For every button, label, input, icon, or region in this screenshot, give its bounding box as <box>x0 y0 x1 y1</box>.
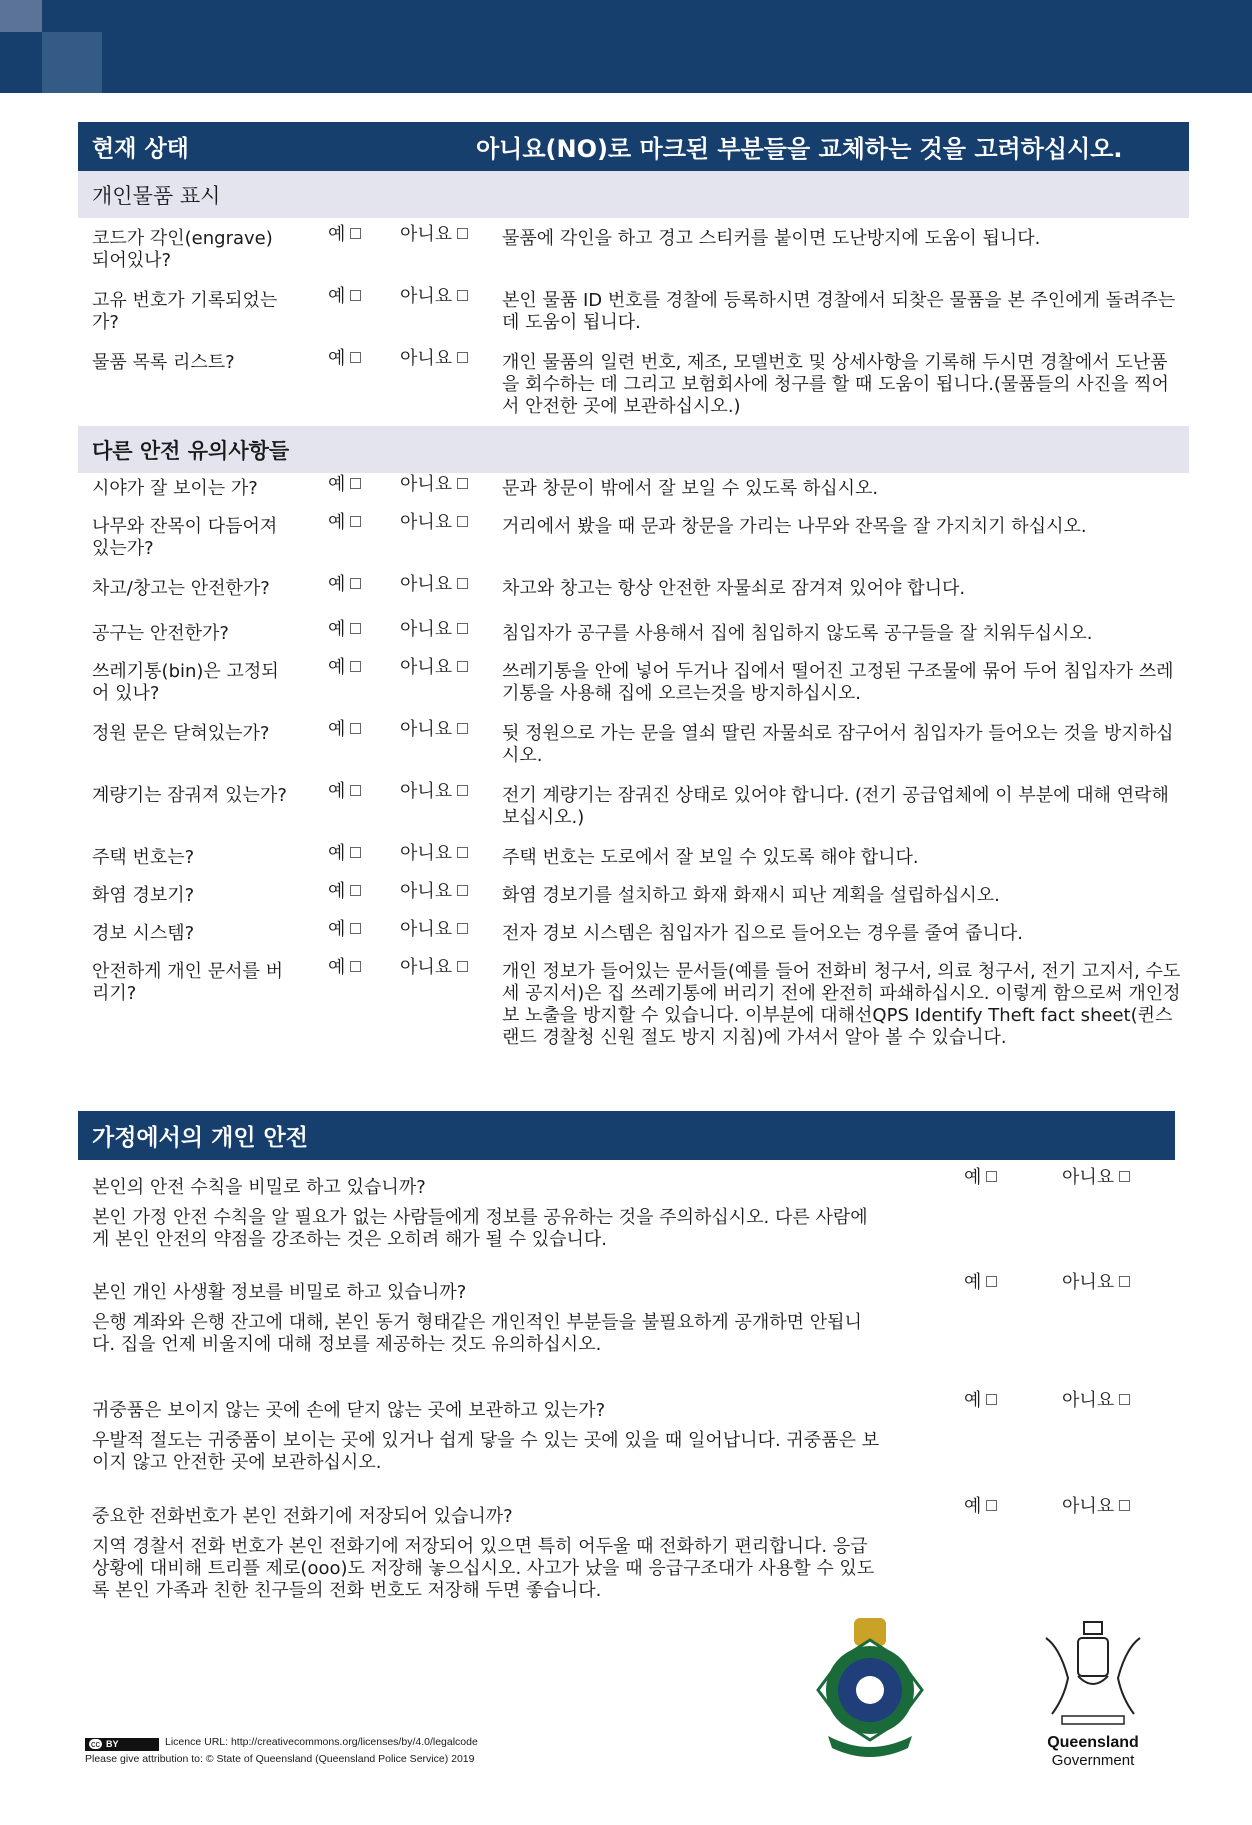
safety-question: 중요한 전화번호가 본인 전화기에 저장되어 있습니까? <box>92 1506 513 1527</box>
yes-checkbox[interactable] <box>986 1276 997 1287</box>
yes-option[interactable] <box>328 286 361 308</box>
yes-option[interactable] <box>328 224 361 246</box>
advice: 차고와 창고는 항상 안전한 자물쇠로 잠겨져 있어야 합니다. <box>502 578 966 599</box>
yes-label: 예 <box>328 286 346 307</box>
yes-checkbox[interactable] <box>350 723 361 734</box>
yes-label: 예 <box>328 657 346 678</box>
no-checkbox[interactable] <box>457 623 468 634</box>
question: 계량기는 잠궈져 있는가? <box>92 785 287 806</box>
queensland-police-logo <box>810 1618 930 1760</box>
yes-checkbox[interactable] <box>350 290 361 301</box>
no-label: 아니요 <box>400 957 453 978</box>
no-option[interactable] <box>400 348 468 370</box>
yes-label: 예 <box>328 919 346 940</box>
no-label: 아니요 <box>400 619 453 640</box>
no-checkbox[interactable] <box>457 785 468 796</box>
yes-option[interactable] <box>328 348 361 370</box>
no-label: 아니요 <box>400 919 453 940</box>
yes-option[interactable] <box>964 1390 997 1412</box>
yes-option[interactable] <box>328 657 361 679</box>
safety-question-block <box>92 1272 1172 1356</box>
advice: 본인 물품 ID 번호를 경찰에 등록하시면 경찰에서 되찾은 물품을 본 주인에게 돌려주는 데 도움이 됩니다. <box>502 290 1176 333</box>
advice: 전기 계량기는 잠궈진 상태로 있어야 합니다. (전기 공급업체에 이 부분에 대해 연락해 보십시오.) <box>502 785 1169 828</box>
advice: 거리에서 봤을 때 문과 창문을 가리는 나무와 잔목을 잘 가지치기 하십시오. <box>502 516 1087 537</box>
yes-label: 예 <box>964 1496 982 1517</box>
no-checkbox[interactable] <box>1119 1394 1130 1405</box>
advice: 문과 창문이 밖에서 잘 보일 수 있도록 하십시오. <box>502 478 879 499</box>
question: 쓰레기통(bin)은 고정되어 있나? <box>92 661 279 704</box>
yes-option[interactable] <box>328 957 361 979</box>
no-label: 아니요 <box>400 474 453 495</box>
top-banner <box>0 0 1252 93</box>
gov-line-2: Government <box>1051 1752 1135 1769</box>
no-option[interactable] <box>400 657 468 679</box>
question: 공구는 안전한가? <box>92 623 229 644</box>
no-checkbox[interactable] <box>457 885 468 896</box>
safety-description: 은행 계좌와 은행 잔고에 대해, 본인 동거 형태같은 개인적인 부분들을 불필요하게 공개하면 안됩니다. 집을 언제 비울지에 대해 정보를 제공하는 것도 유의하십시오. <box>92 1312 862 1355</box>
no-label: 아니요 <box>1062 1390 1115 1411</box>
no-option[interactable] <box>1062 1496 1130 1518</box>
no-label: 아니요 <box>400 881 453 902</box>
advice: 화염 경보기를 설치하고 화재 화재시 피난 계획을 설립하십시오. <box>502 885 1000 906</box>
no-label: 아니요 <box>400 574 453 595</box>
safety-question: 본인 개인 사생활 정보를 비밀로 하고 있습니까? <box>92 1282 467 1303</box>
footer <box>85 1734 478 1767</box>
yes-option[interactable] <box>328 719 361 741</box>
no-checkbox[interactable] <box>457 516 468 527</box>
advice: 물품에 각인을 하고 경고 스티커를 붙이면 도난방지에 도움이 됩니다. <box>502 228 1041 249</box>
no-label: 아니요 <box>400 286 453 307</box>
no-label: 아니요 <box>400 781 453 802</box>
yes-checkbox[interactable] <box>350 847 361 858</box>
advice: 침입자가 공구를 사용해서 집에 침입하지 않도록 공구들을 잘 치워두십시오. <box>502 623 1093 644</box>
yes-checkbox[interactable] <box>350 785 361 796</box>
safety-description: 지역 경찰서 전화 번호가 본인 전화기에 저장되어 있으면 특히 어두울 때 전화하기 편리합니다. 응급상황에 대비해 트리플 제로(ooo)도 저장해 놓으십시오. 사고가 났을 때 응급구조대가 사용할 수 있도록 본인 가족과 친한 친구들의 전화 번호도 저장해 두면 좋습니다. <box>92 1536 875 1601</box>
yes-checkbox[interactable] <box>986 1394 997 1405</box>
subheader-other-safety: 다른 안전 유의사항들 <box>78 426 1189 473</box>
safety-question: 본인의 안전 수칙을 비밀로 하고 있습니까? <box>92 1177 426 1198</box>
no-checkbox[interactable] <box>457 923 468 934</box>
current-status-section <box>78 122 1189 428</box>
no-checkbox[interactable] <box>457 478 468 489</box>
no-option[interactable] <box>1062 1390 1130 1412</box>
no-checkbox[interactable] <box>457 228 468 239</box>
no-option[interactable] <box>1062 1272 1130 1294</box>
other-safety-section <box>78 426 1189 1113</box>
yes-label: 예 <box>328 719 346 740</box>
queensland-government-logo <box>1033 1618 1153 1768</box>
no-option[interactable] <box>400 224 468 246</box>
yes-option[interactable] <box>328 619 361 641</box>
advice: 뒷 정원으로 가는 문을 열쇠 딸린 자물쇠로 잠구어서 침입자가 들어오는 것을 방지하십시오. <box>502 723 1174 766</box>
checklist-group-1 <box>78 218 1189 428</box>
cc-icon: cc <box>91 1739 100 1749</box>
safety-description: 본인 가정 안전 수칙을 알 필요가 없는 사람들에게 정보를 공유하는 것을 주의하십시오. 다른 사람에게 본인 안전의 약점을 강조하는 것은 오히려 해가 될 수 있습니다. <box>92 1207 868 1250</box>
yes-option[interactable] <box>328 881 361 903</box>
no-label: 아니요 <box>400 843 453 864</box>
yes-option[interactable] <box>328 919 361 941</box>
safety-description: 우발적 절도는 귀중품이 보이는 곳에 있거나 쉽게 닿을 수 있는 곳에 있을 때 일어납니다. 귀중품은 보이지 않고 안전한 곳에 보관하십시오. <box>92 1430 880 1473</box>
yes-checkbox[interactable] <box>350 228 361 239</box>
question: 코드가 각인(engrave) 되어있나? <box>92 228 273 271</box>
no-label: 아니요 <box>400 719 453 740</box>
no-label: 아니요 <box>1062 1496 1115 1517</box>
advice: 개인 물품의 일련 번호, 제조, 모델번호 및 상세사항을 기록해 두시면 경찰에서 도난품을 회수하는 데 그리고 보험회사에 청구를 할 때 도움이 됩니다.(물품들의 사진을 찍어서 안전한 곳에 보관하십시오.) <box>502 352 1169 417</box>
yes-checkbox[interactable] <box>350 885 361 896</box>
no-label: 아니요 <box>400 348 453 369</box>
yes-label: 예 <box>328 574 346 595</box>
no-checkbox[interactable] <box>1119 1276 1130 1287</box>
no-label: 아니요 <box>400 224 453 245</box>
coat-of-arms-icon <box>1038 1618 1148 1730</box>
section-title-2: 가정에서의 개인 안전 <box>92 1125 308 1151</box>
yes-label: 예 <box>328 881 346 902</box>
yes-checkbox[interactable] <box>350 923 361 934</box>
yes-label: 예 <box>328 957 346 978</box>
yes-option[interactable] <box>328 574 361 596</box>
yes-label: 예 <box>328 781 346 802</box>
section-header <box>78 122 1189 171</box>
no-option[interactable] <box>400 619 468 641</box>
banner-square-mid <box>42 32 102 93</box>
yes-option[interactable] <box>328 843 361 865</box>
yes-checkbox[interactable] <box>350 516 361 527</box>
yes-checkbox[interactable] <box>350 478 361 489</box>
yes-option[interactable] <box>964 1272 997 1294</box>
checklist-group-2 <box>78 473 1189 1113</box>
yes-checkbox[interactable] <box>350 352 361 363</box>
question: 나무와 잔목이 다듬어져 있는가? <box>92 516 278 559</box>
safety-question-block <box>92 1167 1172 1251</box>
yes-label: 예 <box>328 224 346 245</box>
gov-line-1: Queensland <box>1047 1734 1139 1751</box>
section-title: 현재 상태 <box>92 136 189 162</box>
no-checkbox[interactable] <box>457 290 468 301</box>
yes-label: 예 <box>328 843 346 864</box>
cc-label: BY <box>106 1739 119 1749</box>
question: 고유 번호가 기록되었는가? <box>92 290 278 333</box>
question: 안전하게 개인 문서를 버리기? <box>92 961 284 1004</box>
no-checkbox[interactable] <box>457 352 468 363</box>
advice: 주택 번호는 도로에서 잘 보일 수 있도록 해야 합니다. <box>502 847 919 868</box>
no-option[interactable] <box>400 474 468 496</box>
yes-option[interactable] <box>328 512 361 534</box>
question: 주택 번호는? <box>92 847 195 868</box>
safety-question-block <box>92 1496 1172 1602</box>
no-checkbox[interactable] <box>457 723 468 734</box>
no-checkbox[interactable] <box>1119 1500 1130 1511</box>
safety-question: 귀중품은 보이지 않는 곳에 손에 닫지 않는 곳에 보관하고 있는가? <box>92 1400 606 1421</box>
yes-checkbox[interactable] <box>350 578 361 589</box>
yes-label: 예 <box>964 1272 982 1293</box>
no-checkbox[interactable] <box>457 961 468 972</box>
no-option[interactable] <box>400 719 468 741</box>
no-label: 아니요 <box>1062 1272 1115 1293</box>
yes-option[interactable] <box>964 1496 997 1518</box>
question: 시야가 잘 보이는 가? <box>92 478 258 499</box>
no-option[interactable] <box>400 286 468 308</box>
no-option[interactable] <box>400 574 468 596</box>
yes-label: 예 <box>328 348 346 369</box>
yes-option[interactable] <box>328 781 361 803</box>
no-option[interactable] <box>400 957 468 979</box>
home-personal-safety-section <box>78 1111 1175 1160</box>
no-label: 아니요 <box>400 512 453 533</box>
no-checkbox[interactable] <box>457 661 468 672</box>
yes-option[interactable] <box>964 1167 997 1189</box>
question: 경보 시스템? <box>92 923 195 944</box>
advice: 전자 경보 시스템은 침입자가 집으로 들어오는 경우를 줄여 줍니다. <box>502 923 1023 944</box>
advice: 개인 정보가 들어있는 문서들(예를 들어 전화비 청구서, 의료 청구서, 전기 고지서, 수도세 공지서)은 집 쓰레기통에 버리기 전에 완전히 파쇄하십시오. 이렇게 함으로써 개인정보 노출을 방지할 수 있습니다. 이부분에 대해선QPS Identify Theft fact sheet(퀸스랜드 경찰청 신원 절도 방지 지침)에 가셔서 알아 볼 수 있습니다. <box>502 961 1181 1048</box>
yes-checkbox[interactable] <box>350 623 361 634</box>
no-option[interactable] <box>1062 1167 1130 1189</box>
safety-question-block <box>92 1390 1172 1474</box>
question: 정원 문은 닫혀있는가? <box>92 723 270 744</box>
yes-label: 예 <box>964 1390 982 1411</box>
no-option[interactable] <box>400 512 468 534</box>
yes-checkbox[interactable] <box>986 1500 997 1511</box>
no-option[interactable] <box>400 881 468 903</box>
cc-badge <box>85 1738 159 1751</box>
no-checkbox[interactable] <box>457 847 468 858</box>
yes-checkbox[interactable] <box>350 961 361 972</box>
yes-checkbox[interactable] <box>350 661 361 672</box>
no-checkbox[interactable] <box>1119 1171 1130 1182</box>
banner-square-light <box>0 0 42 32</box>
yes-label: 예 <box>328 619 346 640</box>
question: 물품 목록 리스트? <box>92 352 235 373</box>
section-note: 아니요(NO)로 마크된 부분들을 교체하는 것을 고려하십시오. <box>476 135 1123 163</box>
no-option[interactable] <box>400 843 468 865</box>
attribution: Please give attribution to: © State of Queensland (Queensland Police Service) 2019 <box>85 1753 475 1765</box>
no-label: 아니요 <box>400 657 453 678</box>
no-label: 아니요 <box>1062 1167 1115 1188</box>
advice: 쓰레기통을 안에 넣어 두거나 집에서 떨어진 고정된 구조물에 묶어 두어 침입자가 쓰레기통을 사용해 집에 오르는것을 방지하십시오. <box>502 661 1174 704</box>
question: 차고/창고는 안전한가? <box>92 578 270 599</box>
yes-label: 예 <box>328 474 346 495</box>
no-checkbox[interactable] <box>457 578 468 589</box>
question: 화염 경보기? <box>92 885 195 906</box>
subheader-personal-items: 개인물품 표시 <box>78 171 1189 218</box>
section-header-2 <box>78 1111 1175 1160</box>
yes-label: 예 <box>964 1167 982 1188</box>
licence-url: Licence URL: http://creativecommons.org/licenses/by/4.0/legalcode <box>165 1736 478 1748</box>
yes-checkbox[interactable] <box>986 1171 997 1182</box>
no-option[interactable] <box>400 919 468 941</box>
yes-option[interactable] <box>328 474 361 496</box>
no-option[interactable] <box>400 781 468 803</box>
yes-label: 예 <box>328 512 346 533</box>
